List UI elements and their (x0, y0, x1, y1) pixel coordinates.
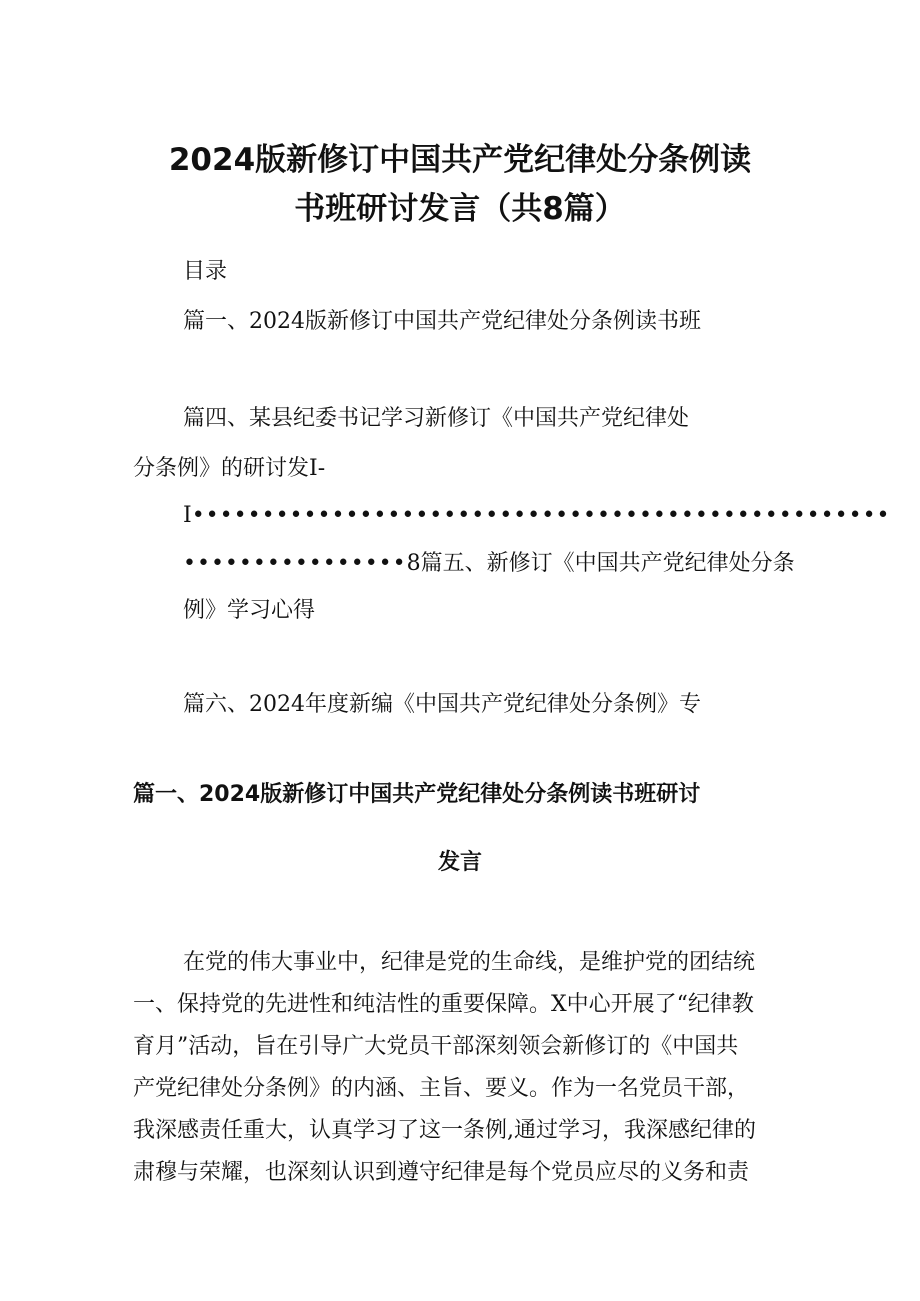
toc-label: 目录 (183, 259, 228, 284)
paragraph-line: 在党的伟大事业中，纪律是党的生命线，是维护党的团结统 (183, 950, 756, 975)
toc-item-4-line-3 (183, 501, 891, 531)
toc-item-6: 篇六、2024年度新编《中国共产党纪律处分条例》专 (183, 692, 701, 717)
toc-item-5-line-2: 例》学习心得 (183, 598, 316, 623)
toc-item-4-line-2: 分条例》的研讨发I- (133, 456, 326, 481)
section-1-heading-line-2: 发言 (437, 850, 482, 875)
document-title-line-2: 书班研讨发言（共8篇） (294, 191, 626, 227)
toc-item-4-line-3-prefix: I (183, 503, 192, 528)
paragraph-line: 肃穆与荣耀，也深刻认识到遵守纪律是每个党员应尽的义务和责 (133, 1160, 750, 1185)
section-1-heading-line-1: 篇一、2024版新修订中国共产党纪律处分条例读书班研讨 (133, 782, 701, 807)
paragraph-line: 一、保持党的先进性和纯洁性的重要保障。X中心开展了“纪律教 (133, 992, 754, 1017)
toc-item-4-line-1: 篇四、某县纪委书记学习新修订《中国共产党纪律处 (183, 406, 690, 431)
toc-leader-dots-2: •••••••••••••••• (183, 551, 407, 576)
toc-leader-dots-1: •••••••••••••••••••••••••••••••••••••••••••••••••• (191, 503, 891, 528)
paragraph-line: 产党纪律处分条例》的内涵、主旨、要义。作为一名党员干部， (133, 1076, 750, 1101)
toc-item-1: 篇一、2024版新修订中国共产党纪律处分条例读书班 (183, 309, 701, 334)
toc-item-5-line-1-text: 8篇五、新修订《中国共产党纪律处分条 (406, 551, 795, 576)
toc-item-5-line-1 (183, 549, 795, 579)
paragraph-line: 育月”活动，旨在引导广大党员干部深刻领会新修订的《中国共 (133, 1034, 739, 1059)
paragraph-line: 我深感责任重大，认真学习了这一条例,通过学习，我深感纪律的 (133, 1118, 756, 1143)
document-title-line-1: 2024版新修订中国共产党纪律处分条例读 (168, 142, 752, 178)
